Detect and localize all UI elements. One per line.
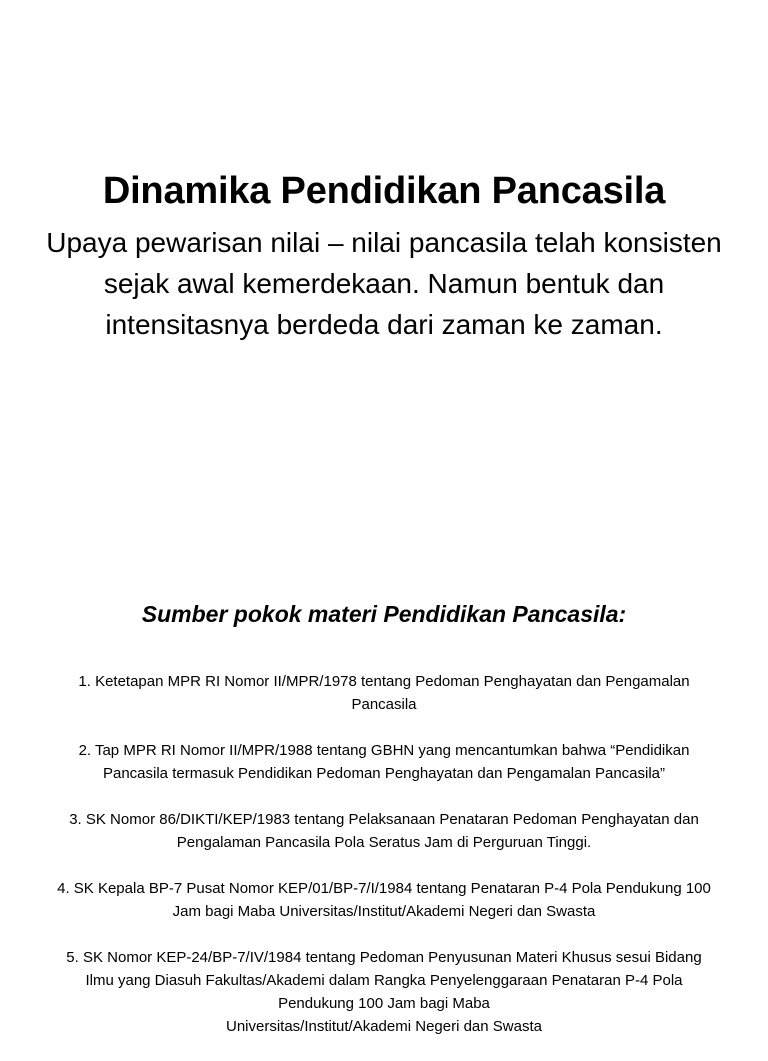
list-item-line: Pengalaman Pancasila Pola Seratus Jam di Perguruan Tinggi. [176,834,592,851]
subtitle-line: sejak awal kemerdekaan. Namun bentuk dan [103,268,665,299]
subtitle-line: intensitasnya berdeda dari zaman ke zaman. [105,309,663,340]
list-item [10,739,758,785]
list-item-line: 1. Ketetapan MPR RI Nomor II/MPR/1978 tentang Pedoman Penghayatan dan Pengamalan [78,673,690,690]
list-item-line: 5. SK Nomor KEP-24/BP-7/IV/1984 tentang Pedoman Penyusunan Materi Khusus sesui Bidang [66,949,702,966]
list-item-line: 2. Tap MPR RI Nomor II/MPR/1988 tentang GBHN yang mencantumkan bahwa “Pendidikan [78,742,690,759]
list-item [10,670,758,716]
list-item [10,946,758,1038]
slide-title: Dinamika Pendidikan Pancasila [102,170,666,212]
list-item-line: Pancasila termasuk Pendidikan Pedoman Penghayatan dan Pengamalan Pancasila” [102,765,666,782]
list-item-line: Pancasila [351,696,417,713]
sources-list [10,670,758,1061]
list-item [10,877,758,923]
slide-subtitle [0,222,768,345]
list-item-line: 4. SK Kepala BP-7 Pusat Nomor KEP/01/BP-7/I/1984 tentang Penataran P-4 Pola Pendukung 100 [57,880,711,897]
list-item-line: Universitas/Institut/Akademi Negeri dan Swasta [226,1018,542,1035]
list-item-line: Jam bagi Maba Universitas/Institut/Akademi Negeri dan Swasta [172,903,596,920]
list-item [10,808,758,854]
sources-heading: Sumber pokok materi Pendidikan Pancasila: [141,601,627,627]
subtitle-line: Upaya pewarisan nilai – nilai pancasila telah konsisten [46,227,722,258]
list-item-line: 3. SK Nomor 86/DIKTI/KEP/1983 tentang Pelaksanaan Penataran Pedoman Penghayatan dan [69,811,699,828]
list-item-line: Pendukung 100 Jam bagi Maba [278,995,490,1012]
list-item-line: Ilmu yang Diasuh Fakultas/Akademi dalam Rangka Penyelenggaraan Penataran P-4 Pola [85,972,683,989]
